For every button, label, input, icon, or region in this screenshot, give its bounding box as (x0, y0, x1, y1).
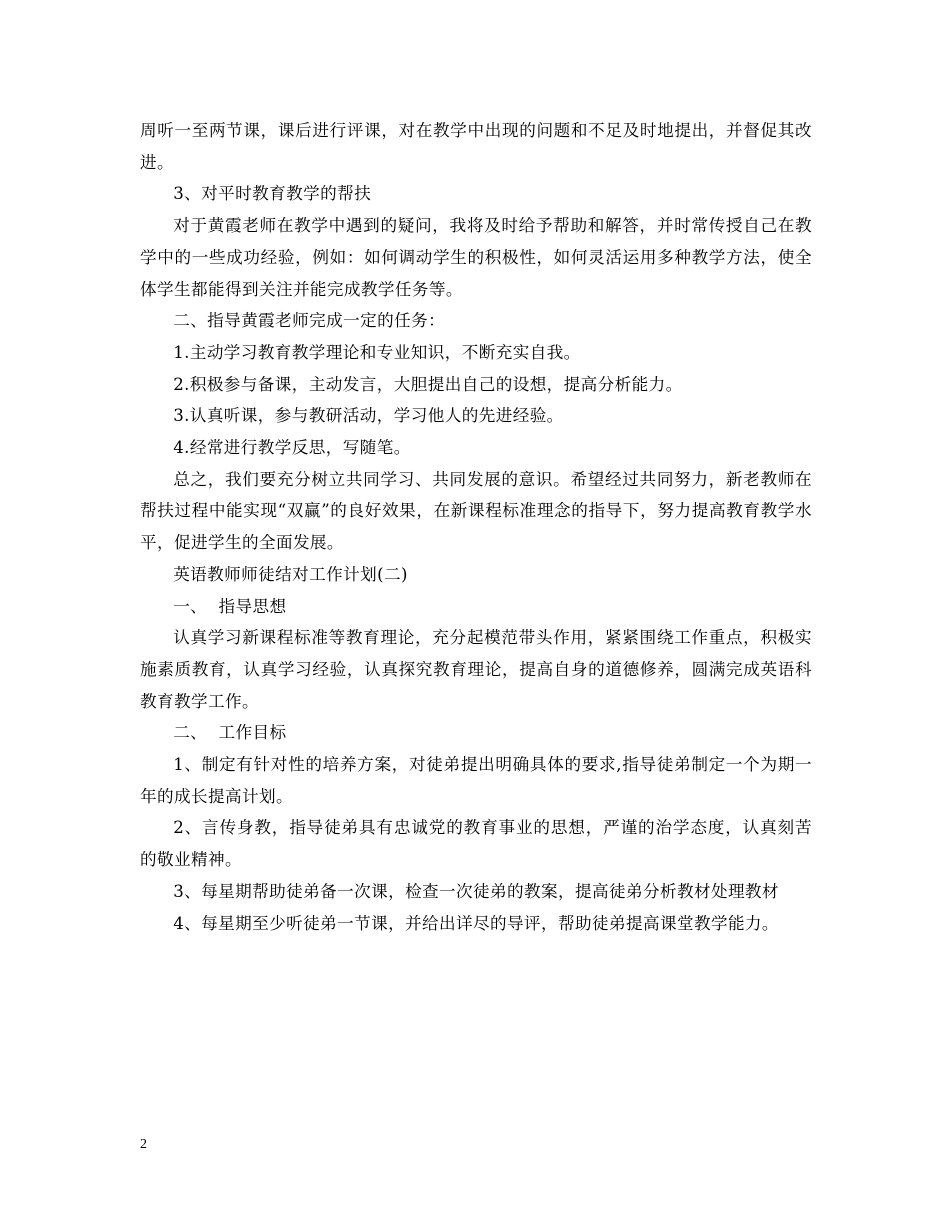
paragraph-summary: 总之，我们要充分树立共同学习、共同发展的意识。希望经过共同努力，新老教师在帮扶过程中能实现“双赢”的良好效果，在新课程标准理念的指导下，努力提高教育教学水平，促进学生的全面发展。 (140, 469, 812, 553)
list-item-task-2: 2.积极参与备课，主动发言，大胆提出自己的设想，提高分析能力。 (173, 374, 683, 394)
list-item-goal-2: 2、言传身教，指导徒弟具有忠诚党的教育事业的思想，严谨的治学态度，认真刻苦的敬业精神。 (140, 818, 812, 870)
list-item-goal-4: 4、每星期至少听徒弟一节课，并给出详尽的导评，帮助徒弟提高课堂教学能力。 (173, 913, 779, 933)
list-item-goal-1: 1、制定有针对性的培养方案，对徒弟提出明确具体的要求,指导徒弟制定一个为期一年的成长提高计划。 (140, 755, 812, 806)
paragraph-guiding-thought: 认真学习新课程标准等教育理论，充分起模范带头作用，紧紧围绕工作重点，积极实施素质教育，认真学习经验，认真探究教育理论，提高自身的道德修养，圆满完成英语科教育教学工作。 (140, 628, 812, 711)
paragraph-heading-tasks: 二、指导黄霞老师完成一定的任务： (173, 311, 446, 331)
list-item-task-3: 3.认真听课，参与教研活动，学习他人的先进经验。 (173, 406, 564, 426)
section-heading-guiding-thought: 一、 指导思想 (173, 596, 287, 616)
paragraph-heading-assistance: 3、对平时教育教学的帮扶 (173, 184, 372, 204)
paragraph-assistance-detail: 对于黄霞老师在教学中遇到的疑问，我将及时给予帮助和解答，并时常传授自己在教学中的一些成功经验，例如：如何调动学生的积极性，如何灵活运用多种教学方法，使全体学生都能得到关注并能完成教学任务等。 (140, 216, 812, 299)
section-title-plan-two: 英语教师师徒结对工作计划(二) (173, 564, 408, 584)
document-body (140, 115, 812, 939)
section-heading-work-goals: 二、 工作目标 (173, 723, 287, 743)
paragraph-continuation: 周听一至两节课，课后进行评课，对在教学中出现的问题和不足及时地提出，并督促其改进。 (140, 121, 812, 172)
list-item-task-4: 4.经常进行教学反思，写随笔。 (173, 438, 411, 458)
page-number: 2 (140, 1137, 147, 1152)
list-item-goal-3: 3、每星期帮助徒弟备一次课，检查一次徒弟的教案，提高徒弟分析教材处理教材 (173, 881, 779, 901)
list-item-task-1: 1.主动学习教育教学理论和专业知识，不断充实自我。 (173, 342, 581, 362)
